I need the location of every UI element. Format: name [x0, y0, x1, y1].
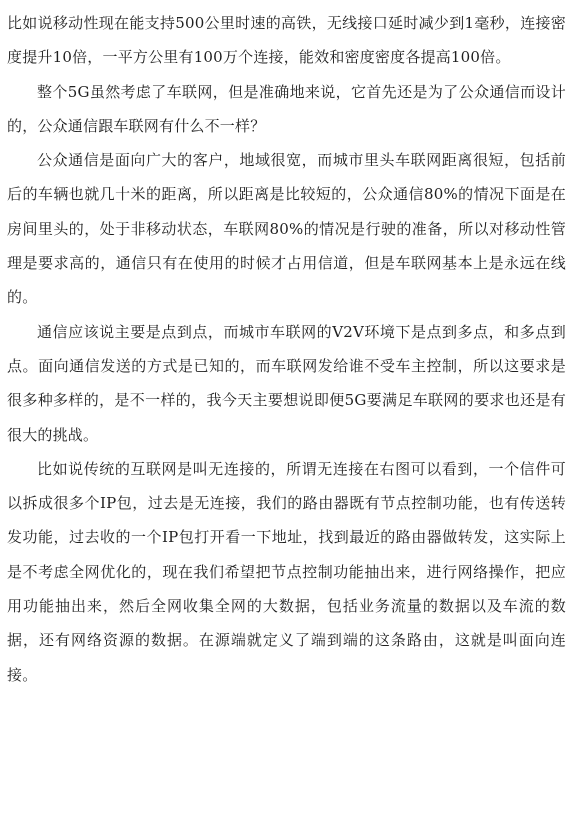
paragraph-1: 比如说移动性现在能支持500公里时速的高铁，无线接口延时减少到1毫秒，连接密度提升10倍，一平方公里有100万个连接，能效和密度密度各提高100倍。: [7, 14, 566, 67]
paragraph-5: 比如说传统的互联网是叫无连接的，所谓无连接在右图可以看到，一个信件可以拆成很多个IP包，过去是无连接，我们的路由器既有节点控制功能，也有传送转发功能，过去收的一个IP包打开看一下地址，找到最近的路由器做转发，这实际上是不考虑全网优化的，现在我们希望把节点控制功能抽出来，进行网络操作，把应用功能抽出来，然后全网收集全网的大数据，包括业务流量的数据以及车流的数据，还有网络资源的数据。在源端就定义了端到端的这条路由，这就是叫面向连接。: [7, 459, 566, 684]
paragraph-2: 整个5G虽然考虑了车联网，但是准确地来说，它首先还是为了公众通信而设计的，公众通信跟车联网有什么不一样？: [7, 82, 566, 135]
paragraph-3: 公众通信是面向广大的客户，地域很宽，而城市里头车联网距离很短，包括前后的车辆也就几十米的距离，所以距离是比较短的，公众通信80%的情况下面是在房间里头的，处于非移动状态，车联网80%的情况是行驶的准备，所以对移动性管理是要求高的，通信只有在使用的时候才占用信道，但是车联网基本上是永远在线的。: [7, 151, 566, 307]
paragraph-4: 通信应该说主要是点到点，而城市车联网的V2V环境下是点到多点，和多点到点。面向通信发送的方式是已知的，而车联网发给谁不受车主控制，所以这要求是很多种多样的，是不一样的，我今天主要想说即便5G要满足车联网的要求也还是有很大的挑战。: [7, 322, 566, 444]
